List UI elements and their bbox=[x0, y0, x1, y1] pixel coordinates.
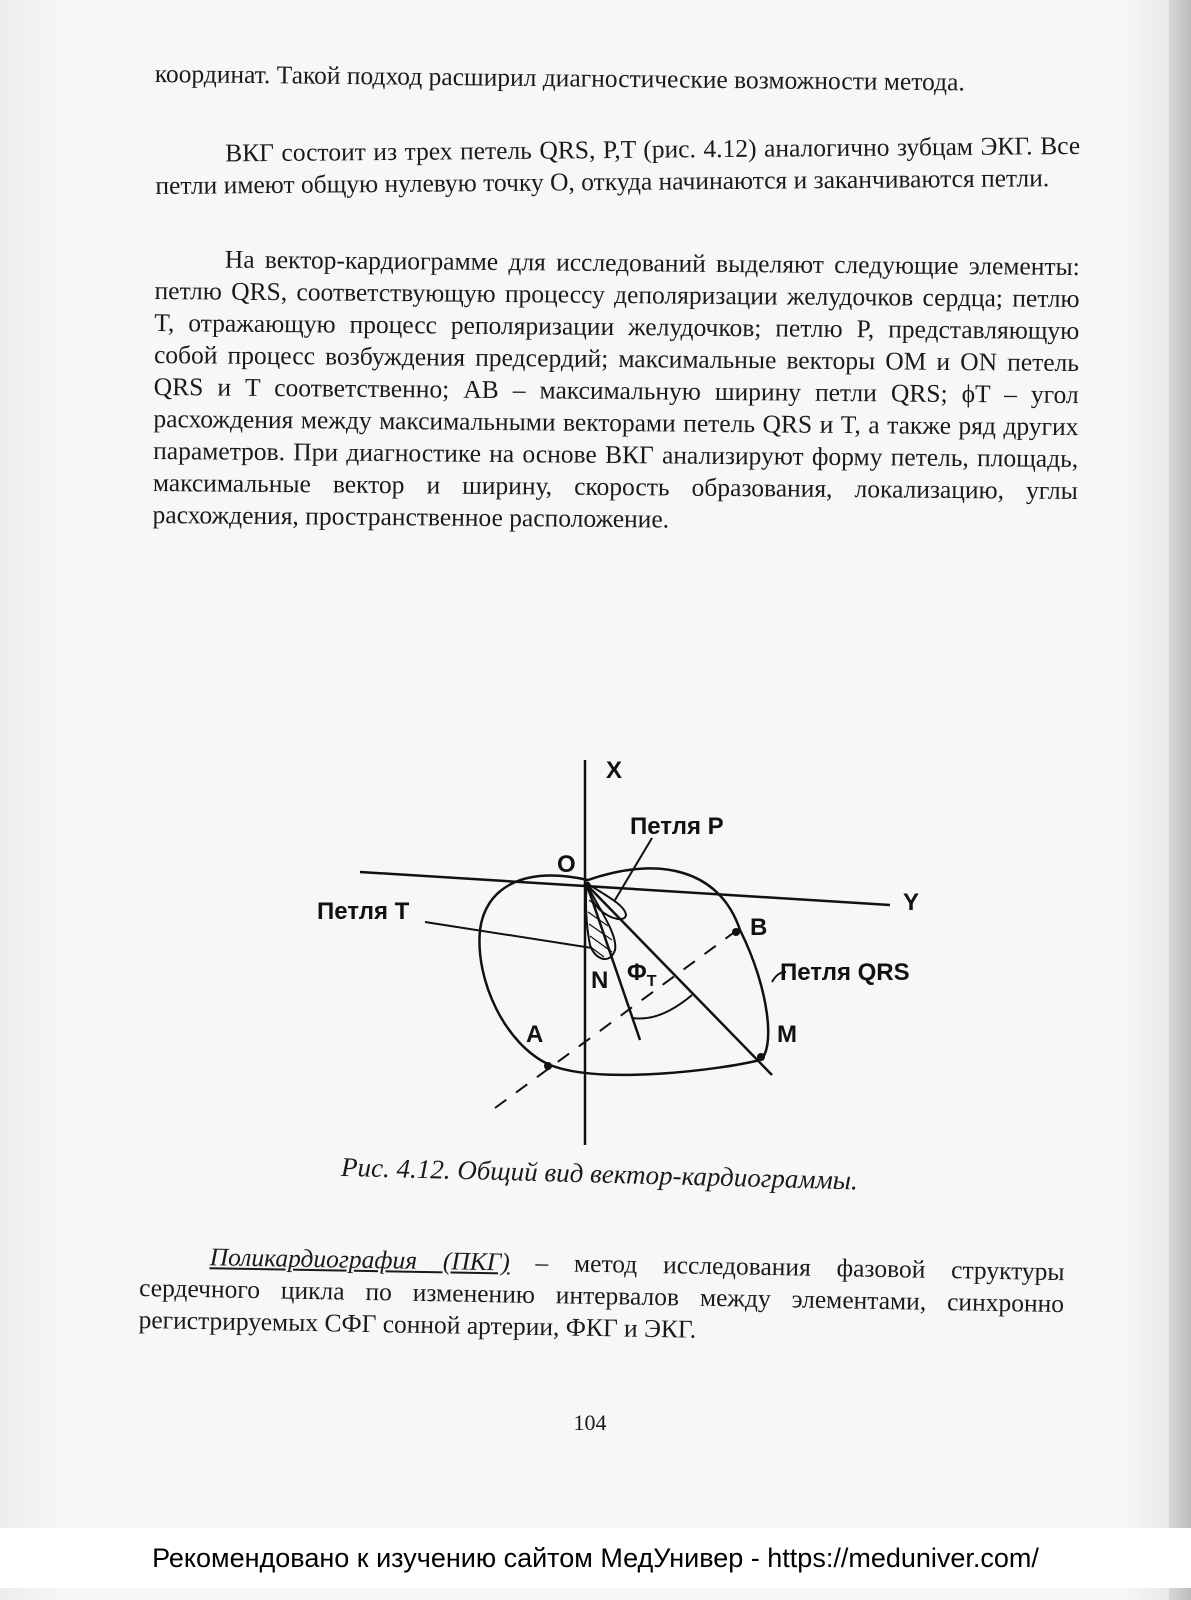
loop-qrs-label: Петля QRS bbox=[780, 959, 910, 986]
point-n-label: N bbox=[591, 967, 609, 994]
page-number: 104 bbox=[573, 1410, 607, 1435]
point-a-marker bbox=[544, 1062, 552, 1070]
paragraph-2-text: ВКГ состоит из трех петель QRS, P,T (рис. 4.12) аналогично зубцам ЭКГ. Все петли имеют общую нулевую точку O, откуда начинаются и заканчиваются петли. bbox=[155, 130, 1081, 200]
loop-t-leader bbox=[425, 922, 592, 948]
figure-caption: Рис. 4.12. Общий вид вектор-кардиограммы. bbox=[340, 1151, 859, 1196]
ab-dashed-line bbox=[495, 928, 740, 1108]
y-axis-line bbox=[360, 872, 890, 905]
point-m-label: M bbox=[777, 1021, 797, 1048]
x-axis-label: X bbox=[606, 760, 623, 784]
vector-om bbox=[587, 885, 772, 1075]
loop-p-label: Петля P bbox=[630, 813, 724, 840]
vkg-figure bbox=[300, 760, 960, 1160]
point-b-label: B bbox=[750, 914, 768, 941]
point-o-marker bbox=[584, 882, 591, 889]
vkg-diagram bbox=[300, 760, 960, 1160]
qrs-loop bbox=[479, 868, 768, 1074]
point-a-label: A bbox=[526, 1021, 544, 1048]
paragraph-4 bbox=[138, 1240, 1065, 1352]
angle-arc bbox=[633, 995, 692, 1019]
paragraph-4-body: – метод исследования фазовой структуры сердечного цикла по изменению интервалов между элементами, синхронно регистрируемых СФГ сонной артерии, ФКГ и ЭКГ. bbox=[138, 1247, 1065, 1344]
pkg-term: Поликардиография (ПКГ) bbox=[209, 1242, 510, 1277]
footer-banner: Рекомендовано к изучению сайтом МедУнивер - https://meduniver.com/ bbox=[0, 1528, 1191, 1588]
page-edge-shadow bbox=[1169, 0, 1191, 1600]
loop-t-label: Петля T bbox=[317, 898, 410, 925]
paragraph-1-text: координат. Такой подход расширил диагностические возможности метода. bbox=[154, 58, 965, 97]
paragraph-4-text bbox=[138, 1240, 1065, 1352]
point-m-marker bbox=[757, 1053, 765, 1061]
paragraph-3 bbox=[152, 243, 1079, 539]
y-axis-label: Y bbox=[903, 889, 920, 916]
paragraph-3-text: На вектор-кардиограмме для исследований выделяют следующие элементы: петлю QRS, соответствующую процессу деполяризации желудочков сердца; петлю T, отражающую процесс реполяризации желудочков; петлю P, представляющую собой процесс возбуждения предсердий; максимальные векторы OM и ON петель QRS и T соответственно; AB – максимальную ширину петли QRS; ϕT – угол расхождения между максимальными векторами петель QRS и T, а также ряд других параметров. При диагностике на основе ВКГ анализируют форму петель, площадь, максимальные вектор и ширину, скорость образования, локализацию, углы расхождения, пространственное расположение. bbox=[152, 244, 1080, 534]
point-b-marker bbox=[732, 928, 740, 936]
origin-label: O bbox=[557, 851, 576, 878]
paragraph-2 bbox=[155, 130, 1081, 202]
angle-phi-label: $\Phi_T$ bbox=[627, 959, 657, 990]
